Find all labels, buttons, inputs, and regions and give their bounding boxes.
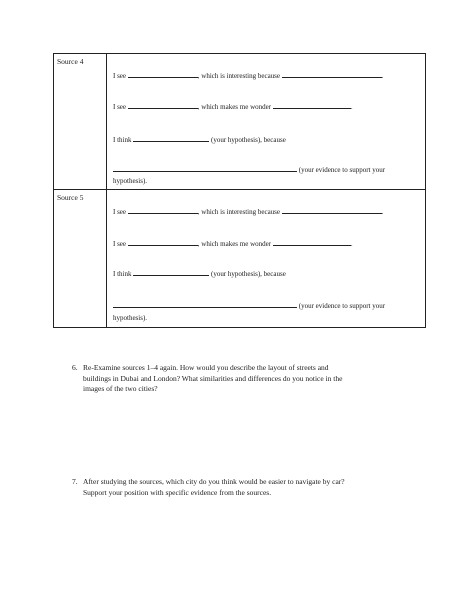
prompt-evidence-end: hypothesis). [113, 177, 148, 185]
question-number: 7. [72, 477, 78, 486]
answer-blank[interactable] [128, 207, 198, 214]
prompt-interesting: I see , which is interesting because . [113, 208, 384, 216]
prompt-wonder: I see , which makes me wonder . [113, 103, 353, 111]
source-label: Source 4 [54, 54, 107, 189]
question-text: After studying the sources, which city do you think would be easier to navigate by car? Support your position with specific evidence from the sources. [83, 477, 345, 497]
prompt-evidence: (your evidence to support your [113, 301, 385, 310]
prompt-evidence: (your evidence to support your [113, 165, 385, 174]
source-row-5 [54, 189, 425, 327]
question-7 [72, 477, 412, 503]
answer-blank[interactable] [133, 269, 209, 276]
answer-blank[interactable] [273, 239, 351, 246]
prompt-interesting: I see , which is interesting because . [113, 72, 384, 80]
question-6 [72, 363, 412, 399]
source-label: Source 5 [54, 190, 107, 327]
sources-table [53, 53, 426, 328]
source-prompts [107, 54, 425, 189]
answer-blank[interactable] [128, 71, 198, 78]
prompt-hypothesis: I think (your hypothesis), because [113, 270, 286, 278]
prompt-wonder: I see , which makes me wonder . [113, 240, 353, 248]
answer-blank[interactable] [128, 239, 198, 246]
source-prompts [107, 190, 425, 327]
answer-blank[interactable] [273, 102, 351, 109]
answer-blank[interactable] [282, 71, 382, 78]
answer-blank[interactable] [282, 207, 382, 214]
answer-blank[interactable] [133, 135, 209, 142]
answer-blank[interactable] [128, 102, 198, 109]
question-number: 6. [72, 363, 78, 372]
answer-blank[interactable] [113, 301, 297, 308]
source-row-4 [54, 54, 425, 189]
prompt-evidence-end: hypothesis). [113, 314, 148, 322]
answer-blank[interactable] [113, 165, 297, 172]
question-text: Re-Examine sources 1–4 again. How would you describe the layout of streets and buildings in Dubai and London? What similarities and differences do you notice in the images of the two cities? [83, 363, 343, 393]
prompt-hypothesis: I think (your hypothesis), because [113, 136, 286, 144]
